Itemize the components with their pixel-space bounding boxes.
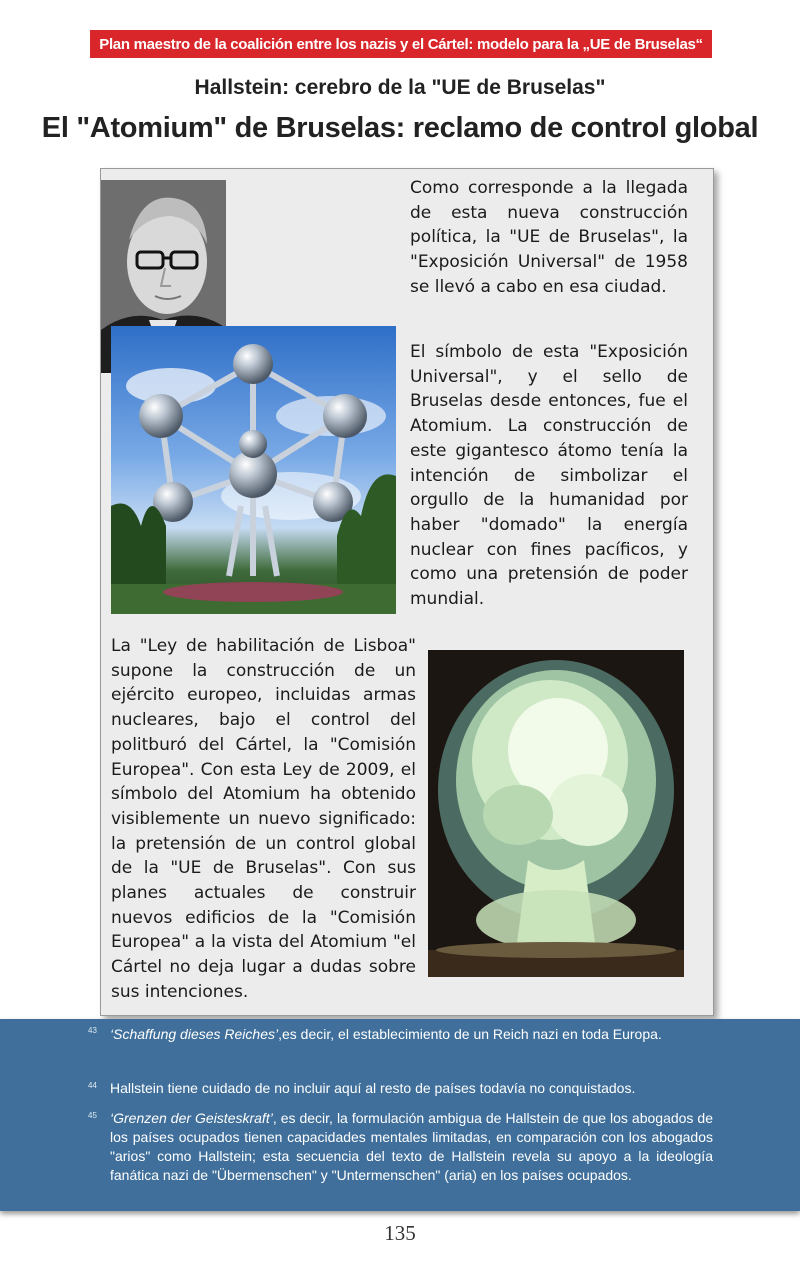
footnote-text: , es decir, la formulación ambigua de Hallstein de que los abogados de los países ocupados tienen capacidades mentales limitadas, en comparación con los abogados "arios" como Hallstein; esta secuencia del texto de Hallstein revela su apoyo a la ideología fanática nazi de "Übermenschen" y "Untermenschen" (aria) en los países ocupados. (110, 1110, 713, 1183)
page-number: 135 (384, 1221, 416, 1245)
footnote-text: ,es decir, el establecimiento de un Reich nazi en toda Europa. (278, 1026, 662, 1042)
nuclear-explosion-photo (428, 650, 684, 977)
footnote-44 (110, 1079, 713, 1098)
atomium-photo (111, 326, 396, 614)
atomium-illustration (111, 326, 396, 614)
explosion-illustration (428, 650, 684, 977)
article-paragraph-3: La "Ley de habilitación de Lisboa" supone la construcción de un ejército europeo, incluidas armas nucleares, bajo el control del politburó del Cártel, la "Comisión Europea". Con esta Ley de 2009, el símbolo del Atomium ha obtenido visiblemente un nuevo significado: la pretensión de un control global de la "UE de Bruselas". Con sus planes actuales de construir nuevos edificios de la "Comisión Europea" a la vista del Atomium "el Cártel no deja lugar a dudas sobre sus intenciones. (111, 636, 416, 1002)
footnote-number: 45 (88, 1111, 97, 1120)
footnotes-band (0, 1019, 800, 1211)
footnote-number: 43 (88, 1026, 97, 1035)
footnote-45 (110, 1109, 713, 1185)
footnote-number: 44 (88, 1081, 97, 1090)
chapter-banner: Plan maestro de la coalición entre los nazis y el Cártel: modelo para la „UE de Bruselas“ (90, 30, 712, 58)
footnote-italic: ‘Schaffung dieses Reiches’ (110, 1026, 279, 1042)
article-paragraph-1: Como corresponde a la llegada de esta nueva construcción política, la "UE de Bruselas", la "Exposición Universal" de 1958 se llevó a cabo en esa ciudad. (410, 178, 688, 297)
page-subtitle: Hallstein: cerebro de la "UE de Bruselas" (194, 76, 606, 99)
footnote-text: Hallstein tiene cuidado de no incluir aquí al resto de países todavía no conquistados. (110, 1080, 636, 1096)
footnote-43 (110, 1025, 713, 1044)
page-title: El "Atomium" de Bruselas: reclamo de control global (41, 112, 759, 144)
footnote-italic: ‘Grenzen der Geisteskraft’ (110, 1110, 273, 1126)
article-paragraph-2: El símbolo de esta "Exposición Universal", y el sello de Bruselas desde entonces, fue el Atomium. La construcción de este gigantesco átomo tenía la intención de simbolizar el orgullo de la humanidad por haber "domado" la energía nuclear con fines pacíficos, y como una pretensión de poder mundial. (410, 342, 688, 610)
